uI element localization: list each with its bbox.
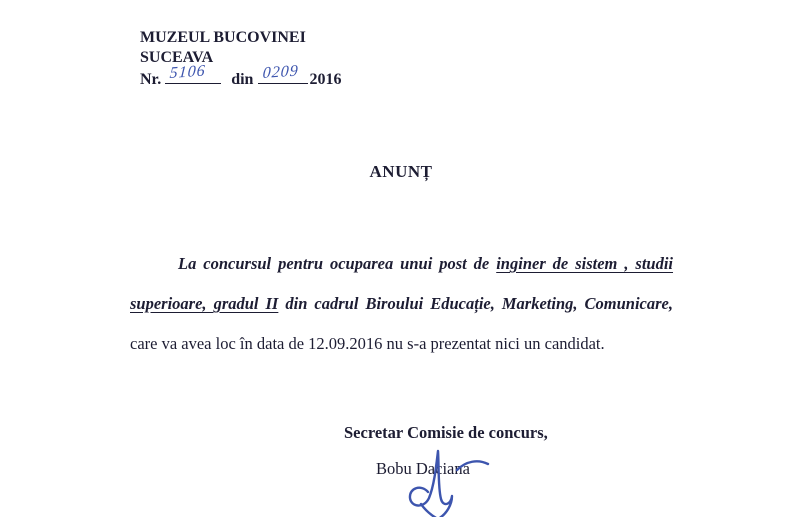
paragraph-line2-underlined: superioare, gradul II <box>130 294 279 313</box>
paragraph-line-3: care va avea loc în data de 12.09.2016 nu s-a prezentat nici un candidat. <box>130 334 605 353</box>
paragraph-line2-text: din cadrul Biroului Educație, Marketing, Comunicare, <box>285 294 674 313</box>
org-name-line1: MUZEUL BUCOVINEI <box>140 29 306 46</box>
nr-label: Nr. <box>140 71 162 88</box>
registration-line <box>140 62 342 90</box>
handwritten-signature-icon <box>397 446 493 517</box>
date-blank-line <box>258 62 308 84</box>
letterhead <box>140 28 341 90</box>
paragraph-line1-text: La concursul pentru ocuparea unui post de <box>178 254 490 273</box>
year-label: 2016 <box>309 71 342 88</box>
paragraph-line-2 <box>130 284 673 324</box>
nr-blank-line <box>165 62 221 84</box>
org-name-line2: SUCEAVA <box>140 49 214 66</box>
paragraph-line-1 <box>130 244 673 284</box>
nr-handwritten-value: 5106 <box>169 62 207 82</box>
document-title: ANUNȚ <box>369 162 433 181</box>
signatory-name: Bobu Daciana <box>376 459 470 478</box>
signatory-role: Secretar Comisie de concurs, <box>344 423 548 442</box>
paragraph-line1-underlined: inginer de sistem , studii <box>496 254 674 273</box>
din-label: din <box>231 71 254 88</box>
date-handwritten-value: 0209 <box>262 62 300 82</box>
body-paragraph <box>130 244 673 364</box>
